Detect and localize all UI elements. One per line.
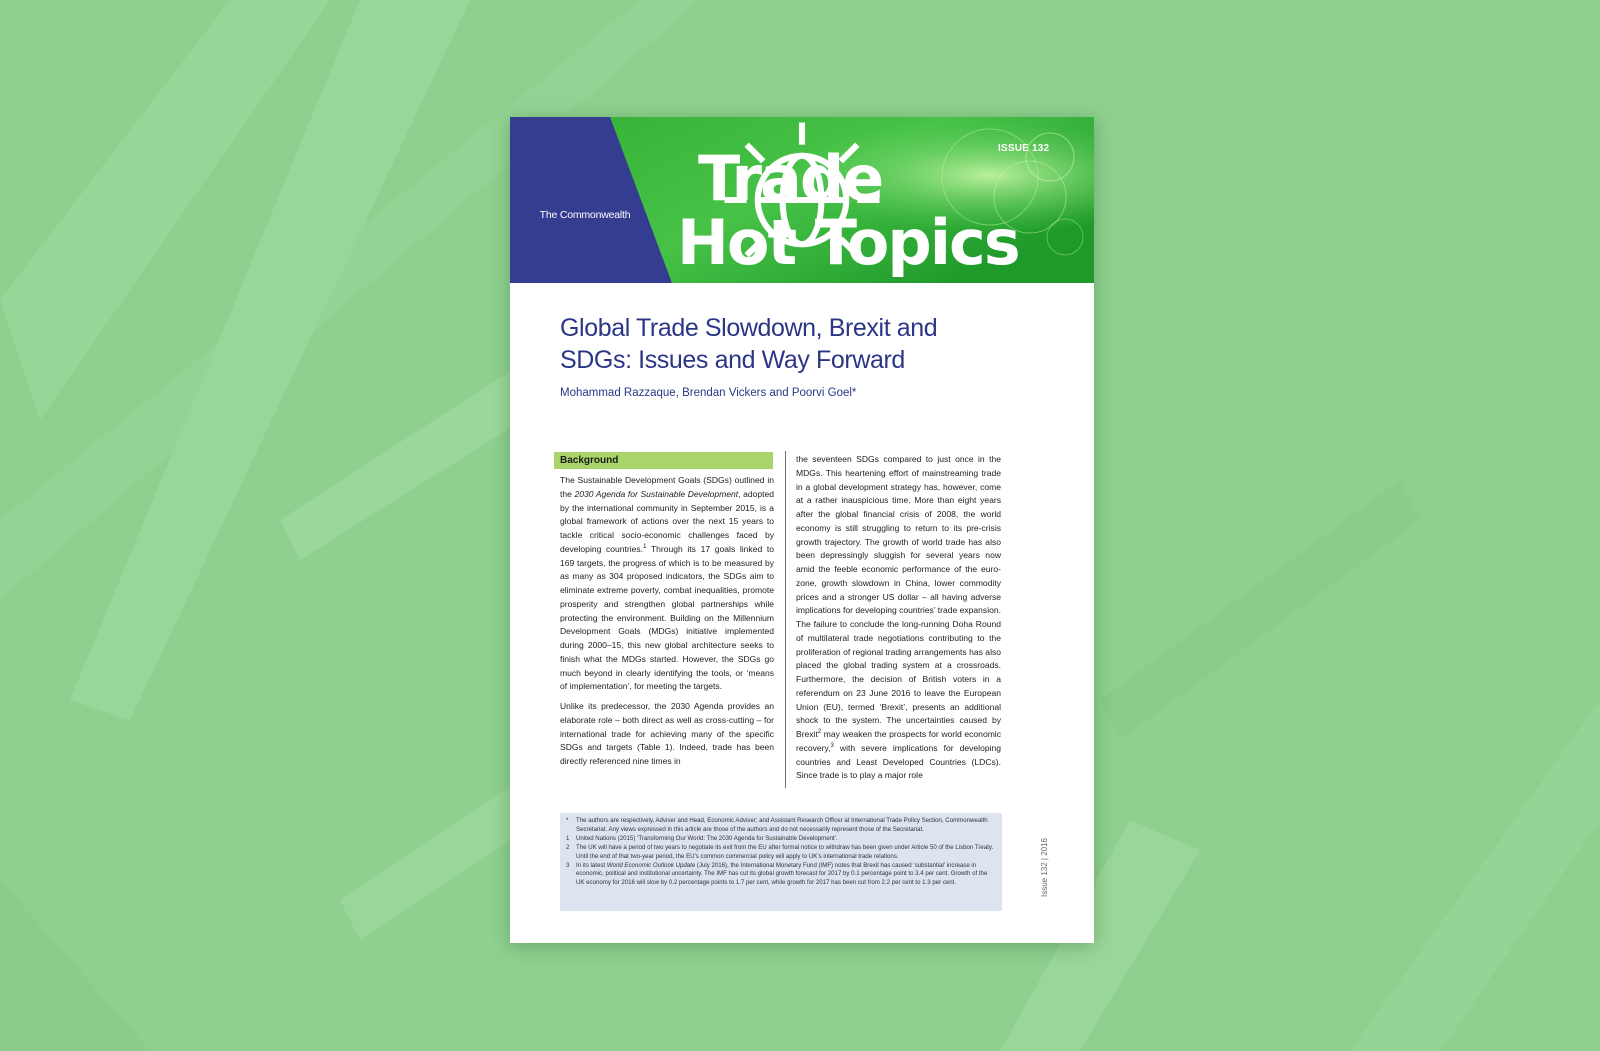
footnote-ref-2[interactable]: 2 xyxy=(817,729,822,736)
column-divider xyxy=(785,451,786,788)
paragraph-3: the seventeen SDGs compared to just once in the MDGs. This heartening effort of mainstreaming trade in a global development strategy has, however, come at a rather inauspicious time. More than eight years after the global financial crisis of 2008, the world economy is still struggling to return to its pre-crisis growth trajectory. The growth of world trade has also been depressingly sluggish for several years now amid the feeble economic performance of the euro-zone, growth slowdown in China, lower commodity prices and a stronger US dollar – all having adverse implications for developing countries’ trade expansion. The failure to conclude the long-running Doha Round of multilateral trade negotiations contributing to the proliferation of regional trading arrangements has also placed the global trading system at a crossroads. Furthermore, the decision of British voters in a referendum on 23 June 2016 to leave the European Union (EU), termed ‘Brexit’, presents an additional shock to the system. The uncertainties caused by Brexit$^2$ may weaken the prospects for world economic recovery,$^3$ with severe implications for developing countries and Least Developed Countries (LDCs). Since trade is to play a major role xyxy=(796,454,1001,781)
section-heading-background: Background xyxy=(554,452,773,469)
document-page xyxy=(510,117,1094,943)
footnote-ref-1[interactable]: 1 xyxy=(643,543,647,550)
text-column-right xyxy=(796,453,1001,783)
article-title-line2: SDGs: Issues and Way Forward xyxy=(560,346,905,374)
article-title-line1: Global Trade Slowdown, Brexit and xyxy=(560,314,938,342)
footnote-item: * The authors are respectively, Adviser and Head, Economic Adviser; and Assistant Research Officer at International Trade Policy Section, Commonwealth Secretariat. Any views expressed in this article are those of the authors and do not necessarily represent those of the Secretariat. xyxy=(566,817,988,833)
footnotes-box xyxy=(560,813,1002,911)
series-title-line2: Hot Topics xyxy=(677,206,1019,279)
footnote-item: 3 In its latest World Economic Outlook Update (July 2016), the International Monetary Fund (IMF) notes that Brexit has caused ‘substantial’ increase in economic, political and institutional uncertainty. The IMF has cut its global growth forecast for 2017 by 0.1 percentage point to 3.4 per cent. Growth of the UK economy for 2016 will slow by 0.2 percentage points to 1.7 per cent, while growth for 2017 has been cut from 2.2 per cent to 1.3 per cent. xyxy=(566,861,988,887)
article-authors: Mohammad Razzaque, Brendan Vickers and Poorvi Goel* xyxy=(560,387,857,399)
publisher-logo-text: The Commonwealth xyxy=(539,209,631,221)
series-title-line1: Trade xyxy=(698,142,883,215)
footnote-ref-3[interactable]: 3 xyxy=(830,742,834,749)
cover-banner xyxy=(510,117,1094,283)
footnote-item: 1 United Nations (2015) ‘Transforming Our World: The 2030 Agenda for Sustainable Development’. xyxy=(566,834,838,842)
paragraph-2: Unlike its predecessor, the 2030 Agenda provides an elaborate role – both direct as well as cross-cutting – for international trade for achieving many of the specific SDGs and targets (Table 1). Indeed, trade has been directly referenced nine times in xyxy=(560,701,774,766)
paragraph-1: The Sustainable Development Goals (SDGs) outlined in the 2030 Agenda for Sustainable Development, adopted by the international community in September 2015, is a global framework of actions over the next 15 years to tackle critical socio-economic challenges faced by developing countries.$^1$ Through its 17 goals linked to 169 targets, the progress of which is to be measured by as many as 304 proposed indicators, the SDGs aim to eliminate extreme poverty, combat inequalities, promote prosperity and strengthen global partnerships while protecting the environment. Building on the Millennium Development Goals (MDGs) initiative implemented during 2000–15, this new global architecture seeks to finish what the MDGs started. However, the SDGs go much beyond in clearly identifying the tools, or ‘means of implementation’, for meeting the targets. xyxy=(560,475,774,692)
text-column-left xyxy=(560,474,774,769)
issue-number: ISSUE 132 xyxy=(998,143,1050,154)
article-title xyxy=(560,312,1030,376)
footnote-item: 2 The UK will have a period of two years to negotiate its exit from the EU after formal notice to withdraw has been given under Article 50 of the Lisbon Treaty. Until the end of that two-year period, the EU’s common commercial policy will apply to UK’s international trade relations. xyxy=(566,843,994,860)
issue-side-label: Issue 132 | 2016 xyxy=(1040,837,1049,897)
